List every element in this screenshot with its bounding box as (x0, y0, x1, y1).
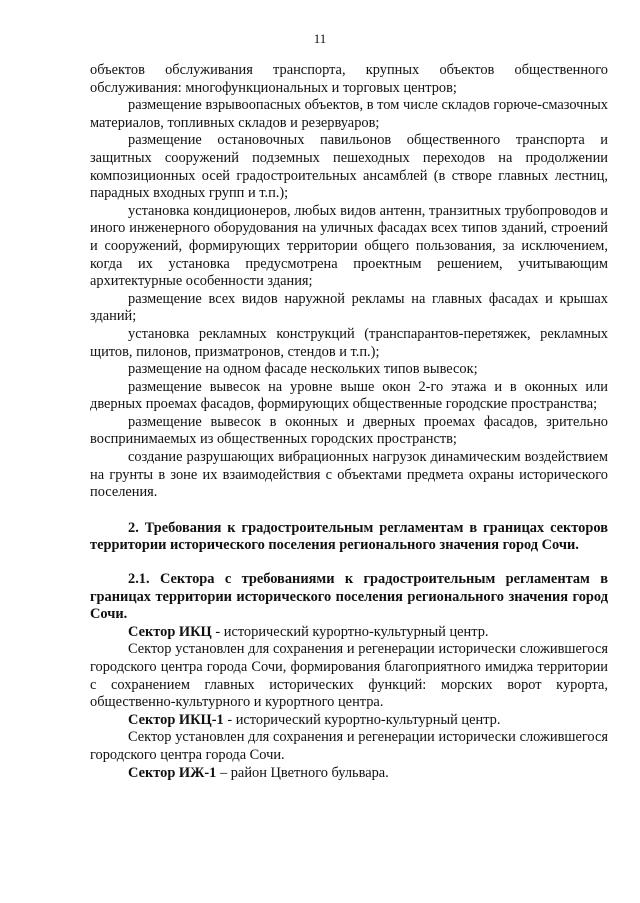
sector-description: - исторический курортно-культурный центр. (211, 623, 489, 640)
list-item: установка кондиционеров, любых видов антенн, транзитных трубопроводов и иного инженерного оборудования на уличных фасадах всех типов зданий, строений и сооружений, формирующих территории общего пользования, за исключением, когда их установка предусмотрена проектным решением, учитывающим архитектурные особенности здания; (90, 202, 608, 290)
list-item: размещение вывесок в оконных и дверных проемах фасадов, зрительно воспринимаемых из общественных городских пространств; (90, 413, 608, 448)
list-item: создание разрушающих вибрационных нагрузок динамическим воздействием на грунты в зоне их взаимодействия с объектами предмета охраны исторического поселения. (90, 449, 608, 501)
list-item: размещение остановочных павильонов общественного транспорта и защитных сооружений подземных пешеходных переходов на продолжении композиционных осей градостроительных ансамблей (в створе главных лестниц, парадных входных групп и т.п.); (90, 132, 608, 202)
section-2-1-heading: 2.1. Сектора с требованиями к градостроительным регламентам в границах территории исторического поселения регионального значения город Сочи. (90, 571, 608, 623)
intro-paragraph: объектов обслуживания транспорта, крупных объектов общественного обслуживания: многофункциональных и торговых центров; (90, 62, 608, 96)
sector-text: Сектор установлен для сохранения и регенерации исторически сложившегося городского центра города Сочи. (90, 729, 608, 763)
sector-title (90, 765, 608, 783)
list-item: размещение на одном фасаде нескольких типов вывесок; (128, 361, 478, 378)
sector-label: Сектор ИЖ-1 (128, 764, 217, 781)
sector-label: Сектор ИКЦ (128, 623, 212, 640)
document-body (90, 62, 608, 782)
list-item: установка рекламных конструкций (транспарантов-перетяжек, рекламных щитов, пилонов, призматронов, стендов и т.п.); (90, 325, 608, 360)
sector-description: – район Цветного бульвара. (216, 764, 389, 781)
sector-title (90, 624, 608, 642)
list-item: размещение взрывоопасных объектов, в том числе складов горюче-смазочных материалов, топливных складов и резервуаров; (90, 97, 608, 131)
sector-description: - исторический курортно-культурный центр. (223, 711, 501, 728)
list-item: размещение всех видов наружной рекламы на главных фасадах и крышах зданий; (90, 290, 608, 325)
list-item: размещение вывесок на уровне выше окон 2-го этажа и в оконных или дверных проемах фасадов, формирующих общественные городские пространства; (90, 378, 608, 413)
sector-title (90, 712, 608, 730)
sector-label: Сектор ИКЦ-1 (128, 711, 224, 728)
section-2-heading: 2. Требования к градостроительным регламентам в границах секторов территории исторического поселения регионального значения город Сочи. (90, 519, 608, 554)
spacer (90, 555, 608, 571)
spacer (90, 502, 608, 520)
sector-text: Сектор установлен для сохранения и регенерации исторически сложившегося городского центра города Сочи, формирования благоприятного имиджа территории с сохранением главных исторических функций: морских ворот курорта, общественно-культурного и курортного центра. (90, 641, 608, 711)
page-number: 11 (313, 31, 327, 46)
